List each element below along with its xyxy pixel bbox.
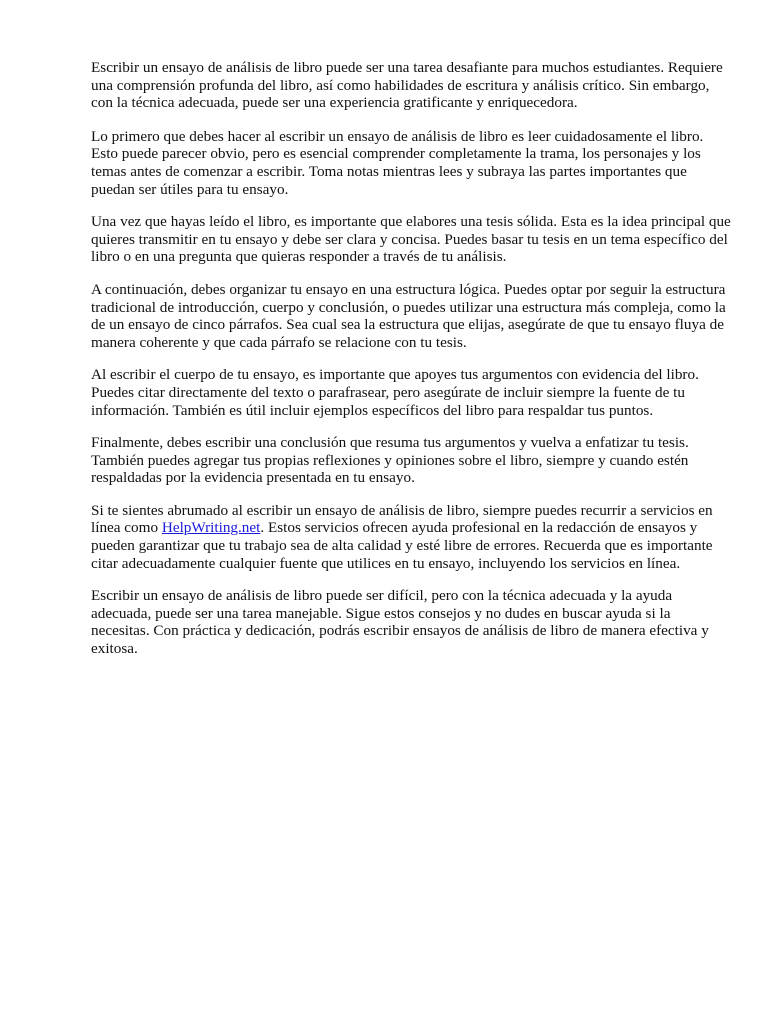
paragraph-intro: Escribir un ensayo de análisis de libro puede ser una tarea desafiante para muchos estudiantes. Requiere una comprensión profunda del libro, así como habilidades de escritura y análisis crítico. Sin embargo, con la técnica adecuada, puede ser una experiencia gratificante y enriquecedora. (91, 59, 723, 112)
services-text-after: . Estos servicios ofrecen ayuda profesional en la redacción de ensayos y pueden garantizar que tu trabajo sea de alta calidad y esté libre de errores. Recuerda que es importante citar adecuadamente cualquier fuente que utilices en tu ensayo, incluyendo los servicios en línea. (91, 519, 713, 572)
helpwriting-link[interactable]: HelpWriting.net (161, 519, 261, 537)
paragraph-thesis: Una vez que hayas leído el libro, es importante que elabores una tesis sólida. Esta es la idea principal que quieres transmitir en tu ensayo y debe ser clara y concisa. Puedes basar tu tesis en un tema específico del libro o en una pregunta que quieras responder a través de tu análisis. (91, 213, 731, 266)
paragraph-conclusion: Finalmente, debes escribir una conclusión que resuma tus argumentos y vuelva a enfatizar tu tesis. También puedes agregar tus propias reflexiones y opiniones sobre el libro, siempre y cuando estén respaldadas por la evidencia presentada en tu ensayo. (91, 434, 689, 487)
paragraph-services (91, 502, 731, 572)
services-text-before: Si te sientes abrumado al escribir un ensayo de análisis de libro, siempre puedes recurrir a servicios en línea como (91, 501, 713, 537)
paragraph-structure: A continuación, debes organizar tu ensayo en una estructura lógica. Puedes optar por seguir la estructura tradicional de introducción, cuerpo y conclusión, o puedes utilizar una estructura más compleja, como la de un ensayo de cinco párrafos. Sea cual sea la estructura que elijas, asegúrate de que tu ensayo fluya de manera coherente y que cada párrafo se relacione con tu tesis. (91, 280, 726, 351)
paragraph-reading: Lo primero que debes hacer al escribir un ensayo de análisis de libro es leer cuidadosamente el libro. Esto puede parecer obvio, pero es esencial comprender completamente la trama, los personajes y los temas antes de comenzar a escribir. Toma notas mientras lees y subraya las partes importantes que puedan ser útiles para tu ensayo. (91, 127, 704, 198)
document-body (91, 59, 731, 673)
paragraph-closing: Escribir un ensayo de análisis de libro puede ser difícil, pero con la técnica adecuada y la ayuda adecuada, puede ser una tarea manejable. Sigue estos consejos y no dudes en buscar ayuda si la necesitas. Con práctica y dedicación, podrás escribir ensayos de análisis de libro de manera efectiva y exitosa. (91, 587, 709, 658)
paragraph-body-evidence: Al escribir el cuerpo de tu ensayo, es importante que apoyes tus argumentos con evidencia del libro. Puedes citar directamente del texto o parafrasear, pero asegúrate de incluir siempre la fuente de tu información. También es útil incluir ejemplos específicos del libro para respaldar tus puntos. (91, 366, 699, 419)
